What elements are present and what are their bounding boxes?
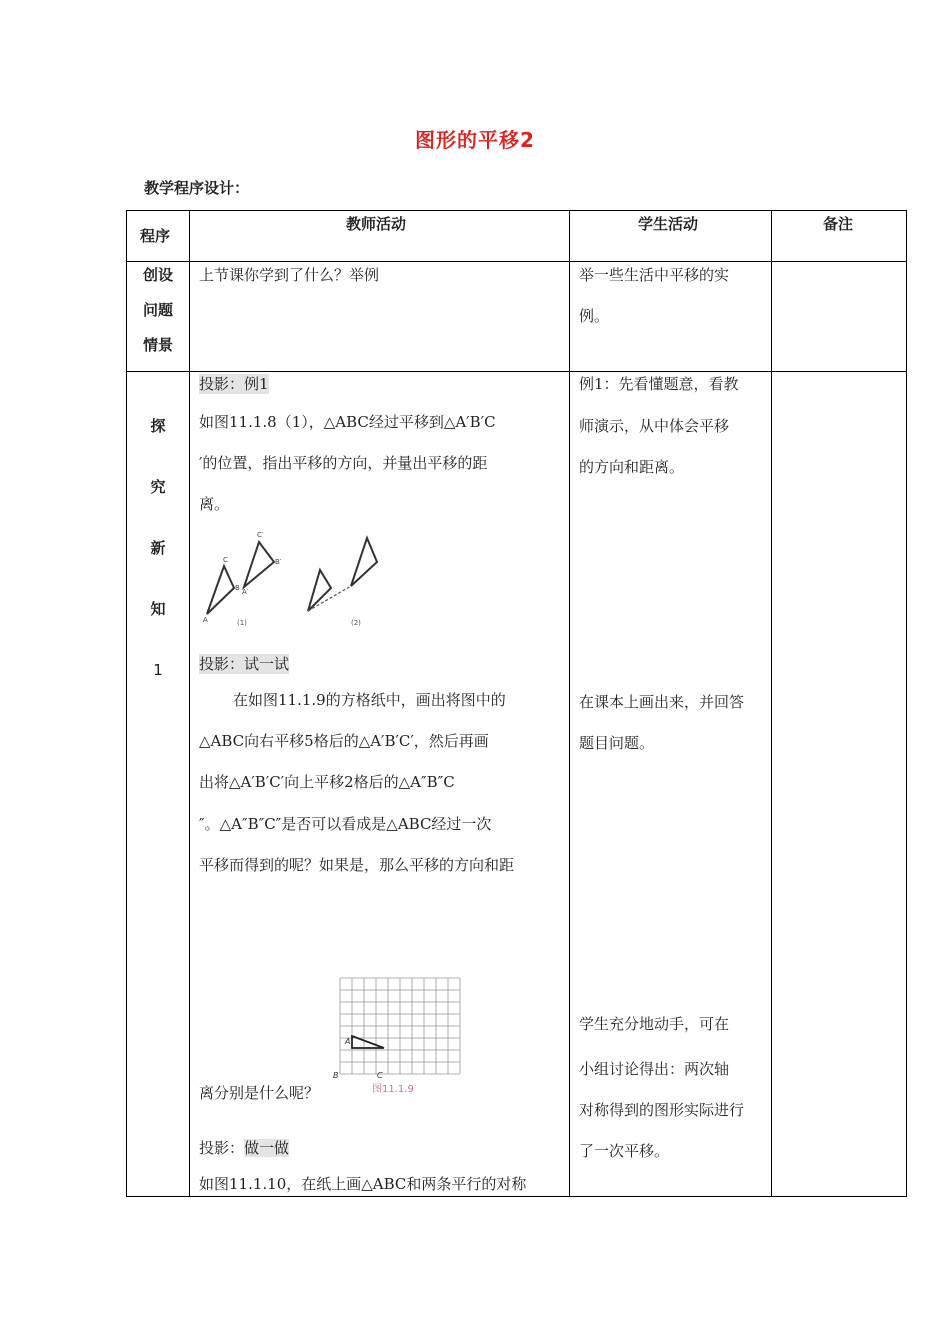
projection-do-it: 做一做 bbox=[244, 1139, 290, 1157]
row1-student-text: 举一些生活中平移的实 bbox=[579, 266, 730, 284]
student-activity-3: 了一次平移。 bbox=[579, 1142, 670, 1160]
student-activity-3: 对称得到的图形实际进行 bbox=[579, 1101, 745, 1119]
figure-label: B bbox=[235, 584, 240, 592]
figure-label: B′ bbox=[275, 558, 282, 566]
student-activity-3: 学生充分地动手，可在 bbox=[579, 1015, 730, 1033]
example-2-line: 平移而得到的呢？如果是，那么平移的方向和距 bbox=[199, 856, 515, 874]
example-3-line: 如图11.1.10，在纸上画△ABC和两条平行的对称 bbox=[199, 1175, 527, 1193]
projection-try-it: 投影：试一试 bbox=[199, 655, 290, 673]
header-teacher: 教师活动 bbox=[346, 215, 407, 233]
example-2-line: 在如图11.1.9的方格纸中，画出将图中的 bbox=[233, 691, 506, 709]
figure-caption: (1) bbox=[237, 619, 247, 627]
figure-label: A′ bbox=[242, 588, 249, 596]
row2-label-char: 探 bbox=[150, 417, 166, 435]
example-2-last-line: 离分别是什么呢？ bbox=[199, 1084, 320, 1102]
example-1-line: 离。 bbox=[199, 495, 230, 513]
student-activity-1: 例1：先看懂题意，看教 bbox=[579, 375, 739, 393]
figure-caption: (2) bbox=[351, 619, 361, 627]
projection-example-1: 投影：例1 bbox=[199, 375, 269, 393]
student-activity-3: 小组讨论得出：两次轴 bbox=[579, 1060, 730, 1078]
translation-figure-11-1-8 bbox=[199, 524, 409, 634]
row2-label-char: 1 bbox=[153, 661, 163, 679]
row2-label-char: 新 bbox=[150, 539, 166, 557]
grid-figure-11-1-9 bbox=[328, 972, 468, 1100]
header-notes: 备注 bbox=[823, 215, 854, 233]
row1-student-text: 例。 bbox=[579, 307, 610, 325]
projection-do-it-prefix: 投影： bbox=[199, 1139, 245, 1157]
student-activity-2: 在课本上画出来，并回答 bbox=[579, 693, 745, 711]
example-1-line: ′的位置，指出平移的方向，并量出平移的距 bbox=[199, 454, 488, 472]
figure-label: C′ bbox=[257, 531, 264, 539]
row2-label-char: 究 bbox=[150, 478, 166, 496]
example-2-line: △ABC向右平移5格后的△A′B′C′，然后再画 bbox=[199, 732, 489, 750]
grid-label-b: B bbox=[333, 1071, 339, 1080]
header-program: 程序 bbox=[140, 227, 171, 245]
row1-label-line: 创设 bbox=[142, 266, 173, 284]
header-student: 学生活动 bbox=[638, 215, 699, 233]
row2-label-char: 知 bbox=[150, 600, 166, 618]
student-activity-1: 师演示，从中体会平移 bbox=[579, 417, 730, 435]
student-activity-2: 题目问题。 bbox=[579, 734, 655, 752]
figure-label: A bbox=[203, 616, 208, 624]
section-subtitle: 教学程序设计： bbox=[144, 179, 250, 197]
example-2-line: ″。△A″B″C″是否可以看成是△ABC经过一次 bbox=[199, 815, 492, 833]
grid-figure-caption: 图11.1.9 bbox=[372, 1084, 414, 1095]
student-activity-1: 的方向和距离。 bbox=[579, 458, 685, 476]
row1-teacher-text: 上节课你学到了什么？举例 bbox=[199, 266, 380, 284]
grid-label-c: C bbox=[377, 1071, 383, 1080]
example-1-line: 如图11.1.8（1），△ABC经过平移到△A′B′C bbox=[199, 413, 496, 431]
document-title: 图形的平移2 bbox=[415, 128, 535, 152]
example-2-line: 出将△A′B′C′向上平移2格后的△A″B″C bbox=[199, 773, 455, 791]
figure-label: C bbox=[223, 556, 228, 564]
row1-label-line: 问题 bbox=[142, 301, 173, 319]
grid-label-a: A bbox=[345, 1037, 351, 1046]
row1-label-line: 情景 bbox=[142, 336, 173, 354]
